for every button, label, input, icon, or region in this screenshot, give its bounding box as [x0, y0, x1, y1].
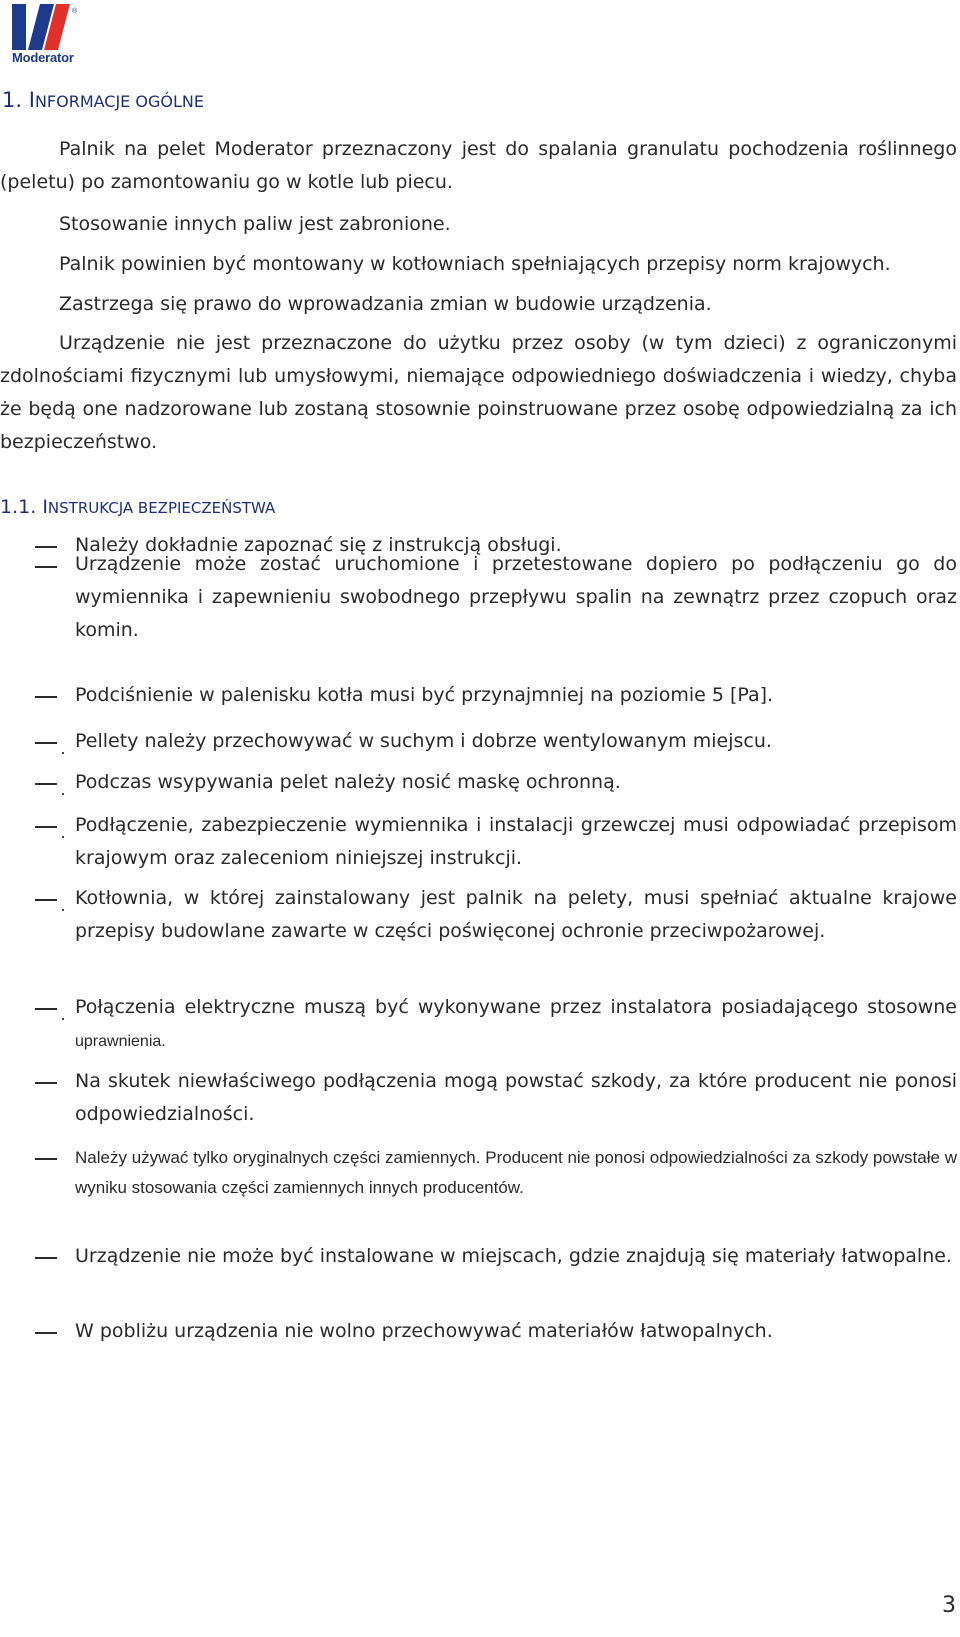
section-heading-1: [2, 88, 204, 112]
safety-item-9: Na skutek niewłaściwego podłączenia mogą powstać szkody, za które producent nie ponosi odpowiedzialności.: [75, 1070, 957, 1125]
bullet-dot: [62, 836, 64, 838]
logo-wordmark: Moderator: [12, 50, 74, 65]
bullet-dot: [62, 1018, 64, 1020]
dash-bullet: [35, 546, 57, 548]
dash-bullet: [35, 1257, 57, 1259]
heading-number: 1.1.: [0, 496, 37, 518]
safety-item-6: Podłączenie, zabezpieczenie wymiennika i instalacji grzewczej musi odpowiadać przepisom krajowym oraz zaleceniom niniejszej instrukcji.: [75, 814, 957, 869]
bullet-dot: [62, 909, 64, 911]
bullet-dot: [62, 752, 64, 754]
dash-bullet: [35, 826, 57, 828]
dash-bullet: [35, 899, 57, 901]
safety-item-10: Należy używać tylko oryginalnych części zamiennych. Producent nie ponosi odpowiedzialności za szkody powstałe w wyniku stosowania części zamiennych innych producentów.: [75, 1148, 957, 1197]
registered-mark: ®: [72, 8, 78, 15]
intro-line-2: Stosowanie innych paliw jest zabronione.: [59, 213, 451, 235]
section-heading-1-1: [0, 496, 275, 518]
safety-item-12: W pobliżu urządzenia nie wolno przechowywać materiałów łatwopalnych.: [75, 1320, 773, 1342]
heading-initial: I: [28, 88, 35, 112]
bullet-dot: [62, 793, 64, 795]
dash-bullet: [35, 1082, 57, 1084]
dash-bullet: [35, 566, 57, 568]
heading-number: 1.: [2, 88, 23, 112]
intro-line-4: Zastrzega się prawo do wprowadzania zmian w budowie urządzenia.: [59, 293, 712, 315]
safety-item-2: Urządzenie może zostać uruchomione i przetestowane dopiero po podłączeniu go do wymiennika i zapewnieniu swobodnego przepływu spalin na zewnątrz przez czopuch oraz komin.: [75, 553, 957, 641]
dash-bullet: [35, 1158, 57, 1160]
dash-bullet: [35, 1332, 57, 1334]
safety-item-4: Pellety należy przechowywać w suchym i dobrze wentylowanym miejscu.: [75, 730, 772, 752]
intro-paragraph-1: Palnik na pelet Moderator przeznaczony jest do spalania granulatu pochodzenia roślinnego (peletu) po zamontowaniu go w kotle lub piecu.: [0, 138, 957, 193]
safety-item-1: Należy dokładnie zapoznać się z instrukcją obsługi.: [75, 534, 562, 556]
dash-bullet: [35, 696, 57, 698]
safety-item-7: Kotłownia, w której zainstalowany jest palnik na pelety, musi spełniać aktualne krajowe przepisy budowlane zawarte w części poświęconej ochronie przeciwpożarowej.: [75, 887, 957, 942]
safety-item-8: Połączenia elektryczne muszą być wykonywane przez instalatora posiadającego stosowne uprawnienia.: [75, 996, 957, 1050]
intro-line-3: Palnik powinien być montowany w kotłowniach spełniających przepisy norm krajowych.: [59, 253, 891, 275]
heading-rest: NSTRUKCJA BEZPIECZEŃSTWA: [47, 499, 276, 517]
dash-bullet: [35, 742, 57, 744]
dash-bullet: [35, 783, 57, 785]
safety-item-3: Podciśnienie w palenisku kotła musi być przynajmniej na poziomie 5 [Pa].: [75, 684, 774, 706]
intro-paragraph-5: Urządzenie nie jest przeznaczone do użytku przez osoby (w tym dzieci) z ograniczonymi zdolnościami fizycznymi lub umysłowymi, niemające odpowiedniego doświadczenia i wiedzy, chyba że będą one nadzorowane lub zostaną stosownie poinstruowane przez osobę odpowiedzialną za ich bezpieczeństwo.: [0, 332, 957, 453]
safety-item-11: Urządzenie nie może być instalowane w miejscach, gdzie znajdują się materiały łatwopalne.: [75, 1245, 952, 1267]
heading-rest: NFORMACJE OGÓLNE: [34, 92, 204, 111]
heading-initial: I: [42, 496, 48, 518]
page-number: 3: [942, 1593, 956, 1618]
safety-item-5: Podczas wsypywania pelet należy nosić maskę ochronną.: [75, 771, 621, 793]
dash-bullet: [35, 1008, 57, 1010]
